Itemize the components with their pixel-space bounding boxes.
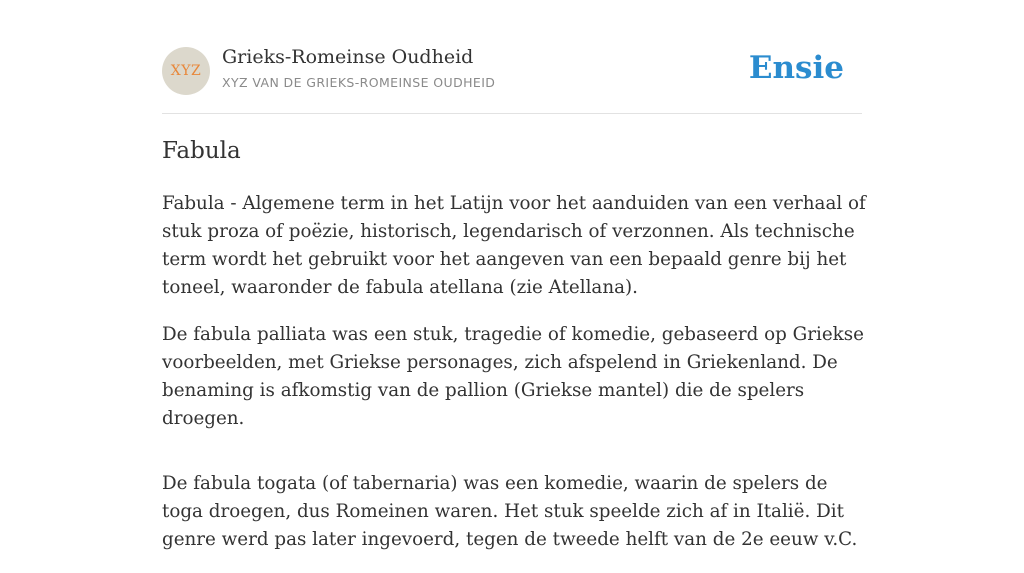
page-container [162,0,866,550]
source-subtitle: XYZ VAN DE GRIEKS-ROMEINSE OUDHEID [222,75,496,90]
article-paragraph: De fabula palliata was een stuk, tragedie of komedie, gebaseerd op Griekse voorbeelden, met Griekse personages, zich afspelend in Griekenland. De benaming is afkomstig van de pallion (Griekse mantel) die de spelers droegen. [162,324,864,429]
page-title: Fabula [162,138,241,164]
article-paragraph: Fabula - Algemene term in het Latijn voor het aanduiden van een verhaal of stuk proza of poëzie, historisch, legendarisch of verzonnen. Als technische term wordt het gebruikt voor het aangeven van een bepaald genre bij het toneel, waaronder de fabula atellana (zie Atellana). [162,193,866,298]
avatar-text: XYZ [170,63,202,79]
source-title[interactable]: Grieks-Romeinse Oudheid [222,46,474,68]
source-header [162,0,862,114]
source-avatar[interactable] [162,47,210,95]
article-paragraph: De fabula togata (of tabernaria) was een komedie, waarin de spelers de toga droegen, dus Romeinen waren. Het stuk speelde zich af in Italië. Dit genre werd pas later ingevoerd, tegen de tweede helft van de 2e eeuw v.C. [162,473,858,550]
article-body [162,190,867,573]
brand-logo[interactable]: Ensie [748,50,844,86]
